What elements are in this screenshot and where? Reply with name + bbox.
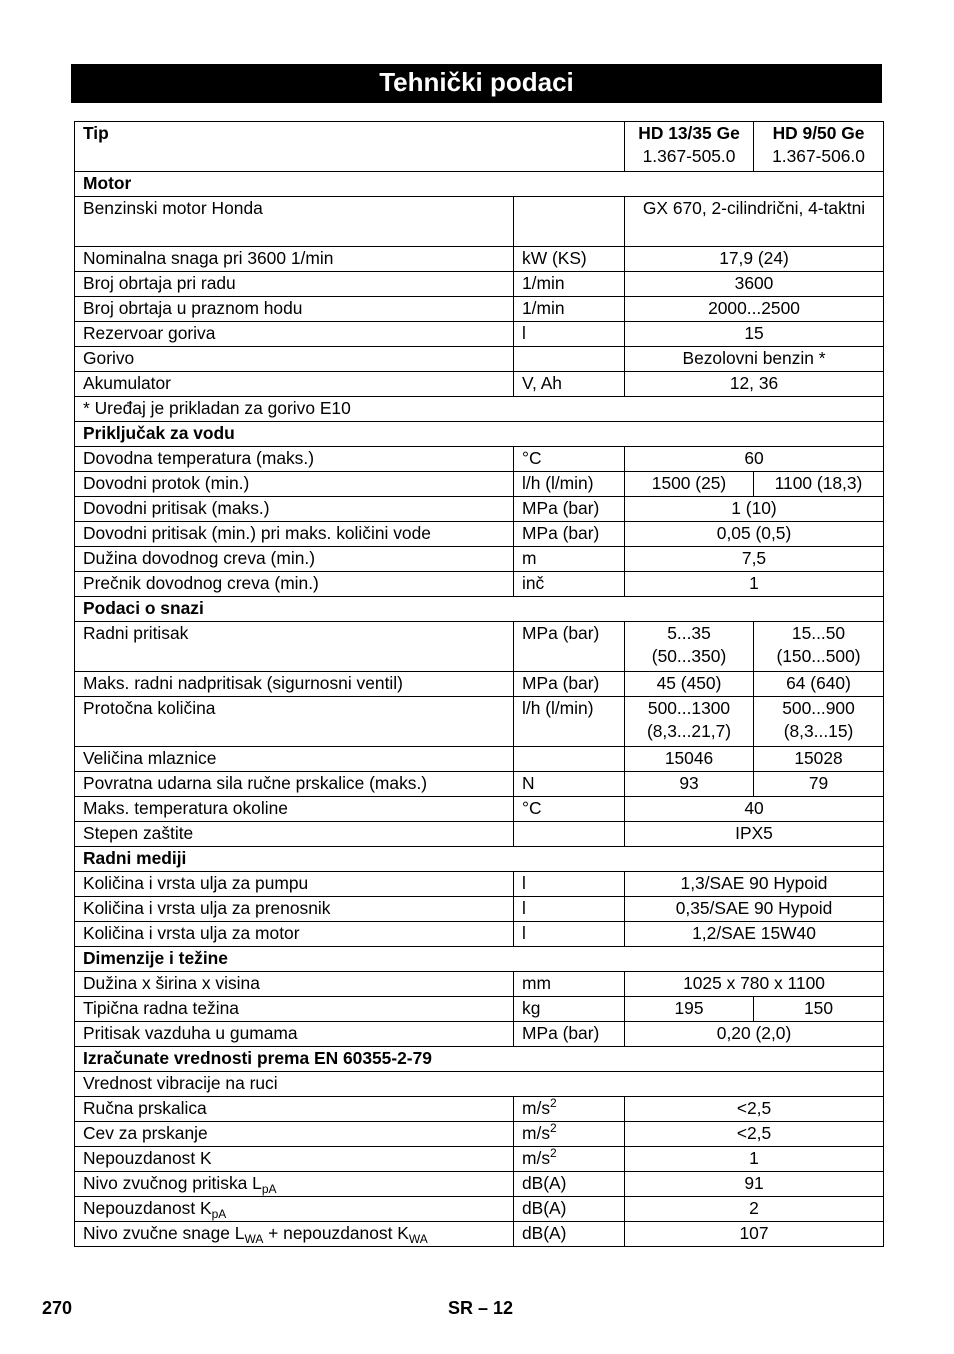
page-number: 270	[42, 1298, 73, 1318]
row-label-text: Količina i vrsta ulja za motor	[83, 923, 300, 943]
table-row	[75, 997, 884, 1022]
section-title: Radni mediji	[75, 847, 884, 872]
row-unit	[514, 747, 625, 772]
row-label	[75, 997, 514, 1022]
row-value-shared: 40	[625, 797, 884, 822]
row-label-text: Dovodni pritisak (min.) pri maks. količini vode	[83, 523, 431, 543]
row-label	[75, 372, 514, 397]
table-row	[75, 747, 884, 772]
row-label-text: Nivo zvučne snage L	[83, 1223, 245, 1243]
row-unit-text: inč	[522, 573, 545, 593]
row-unit-text: MPa (bar)	[522, 523, 600, 543]
table-row	[75, 797, 884, 822]
table-row	[75, 622, 884, 672]
row-value-shared: 17,9 (24)	[625, 247, 884, 272]
row-label-text: Gorivo	[83, 348, 135, 368]
section-title: Priključak za vodu	[75, 422, 884, 447]
row-unit	[514, 1122, 625, 1147]
row-label-text: Prečnik dovodnog creva (min.)	[83, 573, 319, 593]
row-label	[75, 922, 514, 947]
row-label-text: Cev za prskanje	[83, 1123, 208, 1143]
row-value-model-1: 195	[625, 997, 754, 1022]
row-unit-text: dB(A)	[522, 1223, 567, 1243]
table-row	[75, 672, 884, 697]
table-row	[75, 972, 884, 997]
row-label	[75, 472, 514, 497]
row-unit	[514, 922, 625, 947]
table-row	[75, 897, 884, 922]
row-label-text: Veličina mlaznice	[83, 748, 217, 768]
table-row	[75, 1097, 884, 1122]
row-value-model-1: 93	[625, 772, 754, 797]
model-2-name: HD 9/50 Ge	[772, 123, 865, 143]
row-unit	[514, 972, 625, 997]
label-subscript: pA	[261, 1182, 277, 1196]
row-unit-text: °C	[522, 448, 542, 468]
row-unit	[514, 997, 625, 1022]
row-value-model-2: 1100 (18,3)	[754, 472, 884, 497]
table-row	[75, 872, 884, 897]
type-label: Tip	[75, 122, 625, 172]
row-value-model-1: 45 (450)	[625, 672, 754, 697]
row-label-text: Količina i vrsta ulja za prenosnik	[83, 898, 331, 918]
row-unit	[514, 697, 625, 747]
tech-data-table	[74, 121, 884, 1247]
model-2-code: 1.367-506.0	[772, 146, 865, 166]
row-unit	[514, 347, 625, 372]
table-row	[75, 297, 884, 322]
row-value-shared: 0,20 (2,0)	[625, 1022, 884, 1047]
row-label	[75, 872, 514, 897]
row-value-shared: 2	[625, 1197, 884, 1222]
row-unit	[514, 822, 625, 847]
row-label-text: Dovodni pritisak (maks.)	[83, 498, 270, 518]
row-label	[75, 347, 514, 372]
row-label	[75, 747, 514, 772]
row-value-shared: 91	[625, 1172, 884, 1197]
table-row	[75, 1172, 884, 1197]
row-unit	[514, 272, 625, 297]
unit-superscript: 2	[550, 1096, 557, 1110]
row-value-shared: 1,2/SAE 15W40	[625, 922, 884, 947]
row-value-model-2: 150	[754, 997, 884, 1022]
row-label	[75, 572, 514, 597]
row-value-model-2: 15028	[754, 747, 884, 772]
row-unit	[514, 297, 625, 322]
row-value-model-1: 1500 (25)	[625, 472, 754, 497]
model-1-header	[625, 122, 754, 172]
row-label-text: Maks. radni nadpritisak (sigurnosni ventil)	[83, 673, 403, 693]
table-row	[75, 472, 884, 497]
row-label	[75, 622, 514, 672]
row-value-model-1: 15046	[625, 747, 754, 772]
row-label	[75, 1122, 514, 1147]
row-label	[75, 697, 514, 747]
note-row	[75, 397, 884, 422]
table-row	[75, 547, 884, 572]
row-unit	[514, 1172, 625, 1197]
row-label	[75, 1172, 514, 1197]
table-row	[75, 497, 884, 522]
table-row	[75, 522, 884, 547]
row-unit	[514, 772, 625, 797]
row-label	[75, 497, 514, 522]
row-unit-text: m	[522, 548, 537, 568]
row-unit-text: l/h (l/min)	[522, 698, 594, 718]
section-title: Motor	[75, 172, 884, 197]
row-unit	[514, 472, 625, 497]
row-value-shared: Bezolovni benzin *	[625, 347, 884, 372]
row-unit	[514, 447, 625, 472]
row-value-shared: 0,05 (0,5)	[625, 522, 884, 547]
label-subscript-2: WA	[408, 1232, 428, 1246]
section-header-row	[75, 597, 884, 622]
row-unit	[514, 197, 625, 247]
row-label-text: Količina i vrsta ulja za pumpu	[83, 873, 309, 893]
model-1-name: HD 13/35 Ge	[638, 123, 740, 143]
row-unit-text: MPa (bar)	[522, 673, 600, 693]
page-title: Tehnički podaci	[71, 64, 882, 103]
table-row	[75, 922, 884, 947]
row-unit	[514, 372, 625, 397]
row-unit	[514, 1147, 625, 1172]
row-unit-text: MPa (bar)	[522, 1023, 600, 1043]
row-label	[75, 1097, 514, 1122]
row-value-shared: 12, 36	[625, 372, 884, 397]
row-label-text: Broj obrtaja u praznom hodu	[83, 298, 303, 318]
row-label-text: Nepouzdanost K	[83, 1148, 212, 1168]
model-2-header	[754, 122, 884, 172]
table-row	[75, 247, 884, 272]
row-label-text: Dužina x širina x visina	[83, 973, 260, 993]
row-unit	[514, 547, 625, 572]
row-unit-text: l	[522, 873, 526, 893]
table-row	[75, 772, 884, 797]
table-row	[75, 322, 884, 347]
section-title: Izračunate vrednosti prema EN 60355-2-79	[75, 1047, 884, 1072]
row-unit	[514, 1097, 625, 1122]
row-label-text: Stepen zaštite	[83, 823, 194, 843]
row-label-text: Nepouzdanost K	[83, 1198, 212, 1218]
table-row	[75, 347, 884, 372]
row-unit	[514, 872, 625, 897]
row-label-text: Dužina dovodnog creva (min.)	[83, 548, 315, 568]
row-label	[75, 672, 514, 697]
table-row	[75, 372, 884, 397]
row-unit-text: dB(A)	[522, 1198, 567, 1218]
row-unit-text: V, Ah	[522, 373, 562, 393]
row-label-text: Nivo zvučnog pritiska L	[83, 1173, 262, 1193]
row-unit	[514, 1022, 625, 1047]
table-row	[75, 697, 884, 747]
row-label	[75, 822, 514, 847]
row-value-model-2: 64 (640)	[754, 672, 884, 697]
row-label-text: Akumulator	[83, 373, 171, 393]
row-value-shared: 1,3/SAE 90 Hypoid	[625, 872, 884, 897]
row-label-text: Maks. temperatura okoline	[83, 798, 288, 818]
row-label	[75, 247, 514, 272]
row-unit-text: kW (KS)	[522, 248, 587, 268]
row-unit-text: l	[522, 898, 526, 918]
tech-data-body	[75, 122, 884, 1247]
row-label	[75, 797, 514, 822]
row-unit-text: m/s	[522, 1098, 551, 1118]
unit-superscript: 2	[550, 1121, 557, 1135]
row-unit	[514, 1197, 625, 1222]
unit-superscript: 2	[550, 1146, 557, 1160]
row-value-shared: 60	[625, 447, 884, 472]
model-1-code: 1.367-505.0	[642, 146, 736, 166]
table-row	[75, 1147, 884, 1172]
row-value-shared: 3600	[625, 272, 884, 297]
row-value-shared: 2000...2500	[625, 297, 884, 322]
row-label	[75, 1147, 514, 1172]
row-value-shared: 1 (10)	[625, 497, 884, 522]
row-unit	[514, 797, 625, 822]
row-unit-text: m/s	[522, 1123, 551, 1143]
row-unit-text: 1/min	[522, 298, 565, 318]
section-title: Dimenzije i težine	[75, 947, 884, 972]
row-unit-text: mm	[522, 973, 551, 993]
note-row	[75, 1072, 884, 1097]
row-unit	[514, 672, 625, 697]
note-text: * Uređaj je prikladan za gorivo E10	[75, 397, 884, 422]
row-value-model-2: 500...900 (8,3...15)	[754, 697, 884, 747]
table-row	[75, 1122, 884, 1147]
row-unit-text: l	[522, 923, 526, 943]
row-value-shared: 1025 x 780 x 1100	[625, 972, 884, 997]
row-label-text: Dovodna temperatura (maks.)	[83, 448, 315, 468]
row-label	[75, 297, 514, 322]
row-unit	[514, 247, 625, 272]
row-label-text: Broj obrtaja pri radu	[83, 273, 236, 293]
row-label	[75, 1197, 514, 1222]
row-label-text: Povratna udarna sila ručne prskalice (maks.)	[83, 773, 428, 793]
row-label	[75, 197, 514, 247]
language-page-label: SR – 12	[448, 1298, 514, 1318]
row-unit-text: l	[522, 323, 526, 343]
row-unit-text: 1/min	[522, 273, 565, 293]
table-row	[75, 272, 884, 297]
row-value-model-2: 79	[754, 772, 884, 797]
row-value-model-2: 15...50 (150...500)	[754, 622, 884, 672]
row-value-shared: 1	[625, 572, 884, 597]
table-row	[75, 822, 884, 847]
row-unit	[514, 1222, 625, 1247]
row-unit-text: MPa (bar)	[522, 623, 600, 643]
row-unit	[514, 897, 625, 922]
label-subscript: WA	[244, 1232, 264, 1246]
section-header-row	[75, 172, 884, 197]
row-label	[75, 1022, 514, 1047]
section-header-row	[75, 947, 884, 972]
row-value-shared: GX 670, 2-cilindrični, 4-taktni	[625, 197, 884, 247]
row-label-text: Protočna količina	[83, 698, 216, 718]
section-header-row	[75, 422, 884, 447]
row-value-shared: 1	[625, 1147, 884, 1172]
table-header-row	[75, 122, 884, 172]
table-row	[75, 1197, 884, 1222]
row-value-model-1: 500...1300 (8,3...21,7)	[625, 697, 754, 747]
row-label	[75, 522, 514, 547]
row-label-text: Pritisak vazduha u gumama	[83, 1023, 298, 1043]
row-value-shared: 7,5	[625, 547, 884, 572]
row-unit	[514, 522, 625, 547]
section-header-row	[75, 847, 884, 872]
row-label-text: Radni pritisak	[83, 623, 189, 643]
section-header-row	[75, 1047, 884, 1072]
row-unit	[514, 497, 625, 522]
row-unit-text: MPa (bar)	[522, 498, 600, 518]
row-unit	[514, 322, 625, 347]
row-label-text: Ručna prskalica	[83, 1098, 207, 1118]
row-label-text: Benzinski motor Honda	[83, 198, 263, 218]
row-value-shared: 107	[625, 1222, 884, 1247]
row-label-text: Nominalna snaga pri 3600 1/min	[83, 248, 334, 268]
row-label-text: Rezervoar goriva	[83, 323, 216, 343]
row-unit-text: dB(A)	[522, 1173, 567, 1193]
row-unit-text: °C	[522, 798, 542, 818]
row-unit	[514, 622, 625, 672]
row-label-text: Tipična radna težina	[83, 998, 239, 1018]
row-label	[75, 272, 514, 297]
row-value-shared: IPX5	[625, 822, 884, 847]
row-value-shared: 0,35/SAE 90 Hypoid	[625, 897, 884, 922]
row-label-text: Dovodni protok (min.)	[83, 473, 250, 493]
row-label	[75, 897, 514, 922]
label-subscript: pA	[211, 1207, 227, 1221]
row-label-text-cont: + nepouzdanost K	[263, 1223, 409, 1243]
table-row	[75, 1222, 884, 1247]
row-unit	[514, 572, 625, 597]
row-label	[75, 972, 514, 997]
row-unit-text: N	[522, 773, 535, 793]
row-unit-text: kg	[522, 998, 541, 1018]
table-row	[75, 447, 884, 472]
row-unit-text: m/s	[522, 1148, 551, 1168]
section-title: Podaci o snazi	[75, 597, 884, 622]
row-value-shared: <2,5	[625, 1097, 884, 1122]
table-row	[75, 1022, 884, 1047]
row-label	[75, 447, 514, 472]
row-value-model-1: 5...35 (50...350)	[625, 622, 754, 672]
row-value-shared: 15	[625, 322, 884, 347]
note-text: Vrednost vibracije na ruci	[75, 1072, 884, 1097]
table-row	[75, 197, 884, 247]
row-label	[75, 547, 514, 572]
row-label	[75, 772, 514, 797]
row-label	[75, 322, 514, 347]
row-label	[75, 1222, 514, 1247]
table-row	[75, 572, 884, 597]
row-unit-text: l/h (l/min)	[522, 473, 594, 493]
row-value-shared: <2,5	[625, 1122, 884, 1147]
